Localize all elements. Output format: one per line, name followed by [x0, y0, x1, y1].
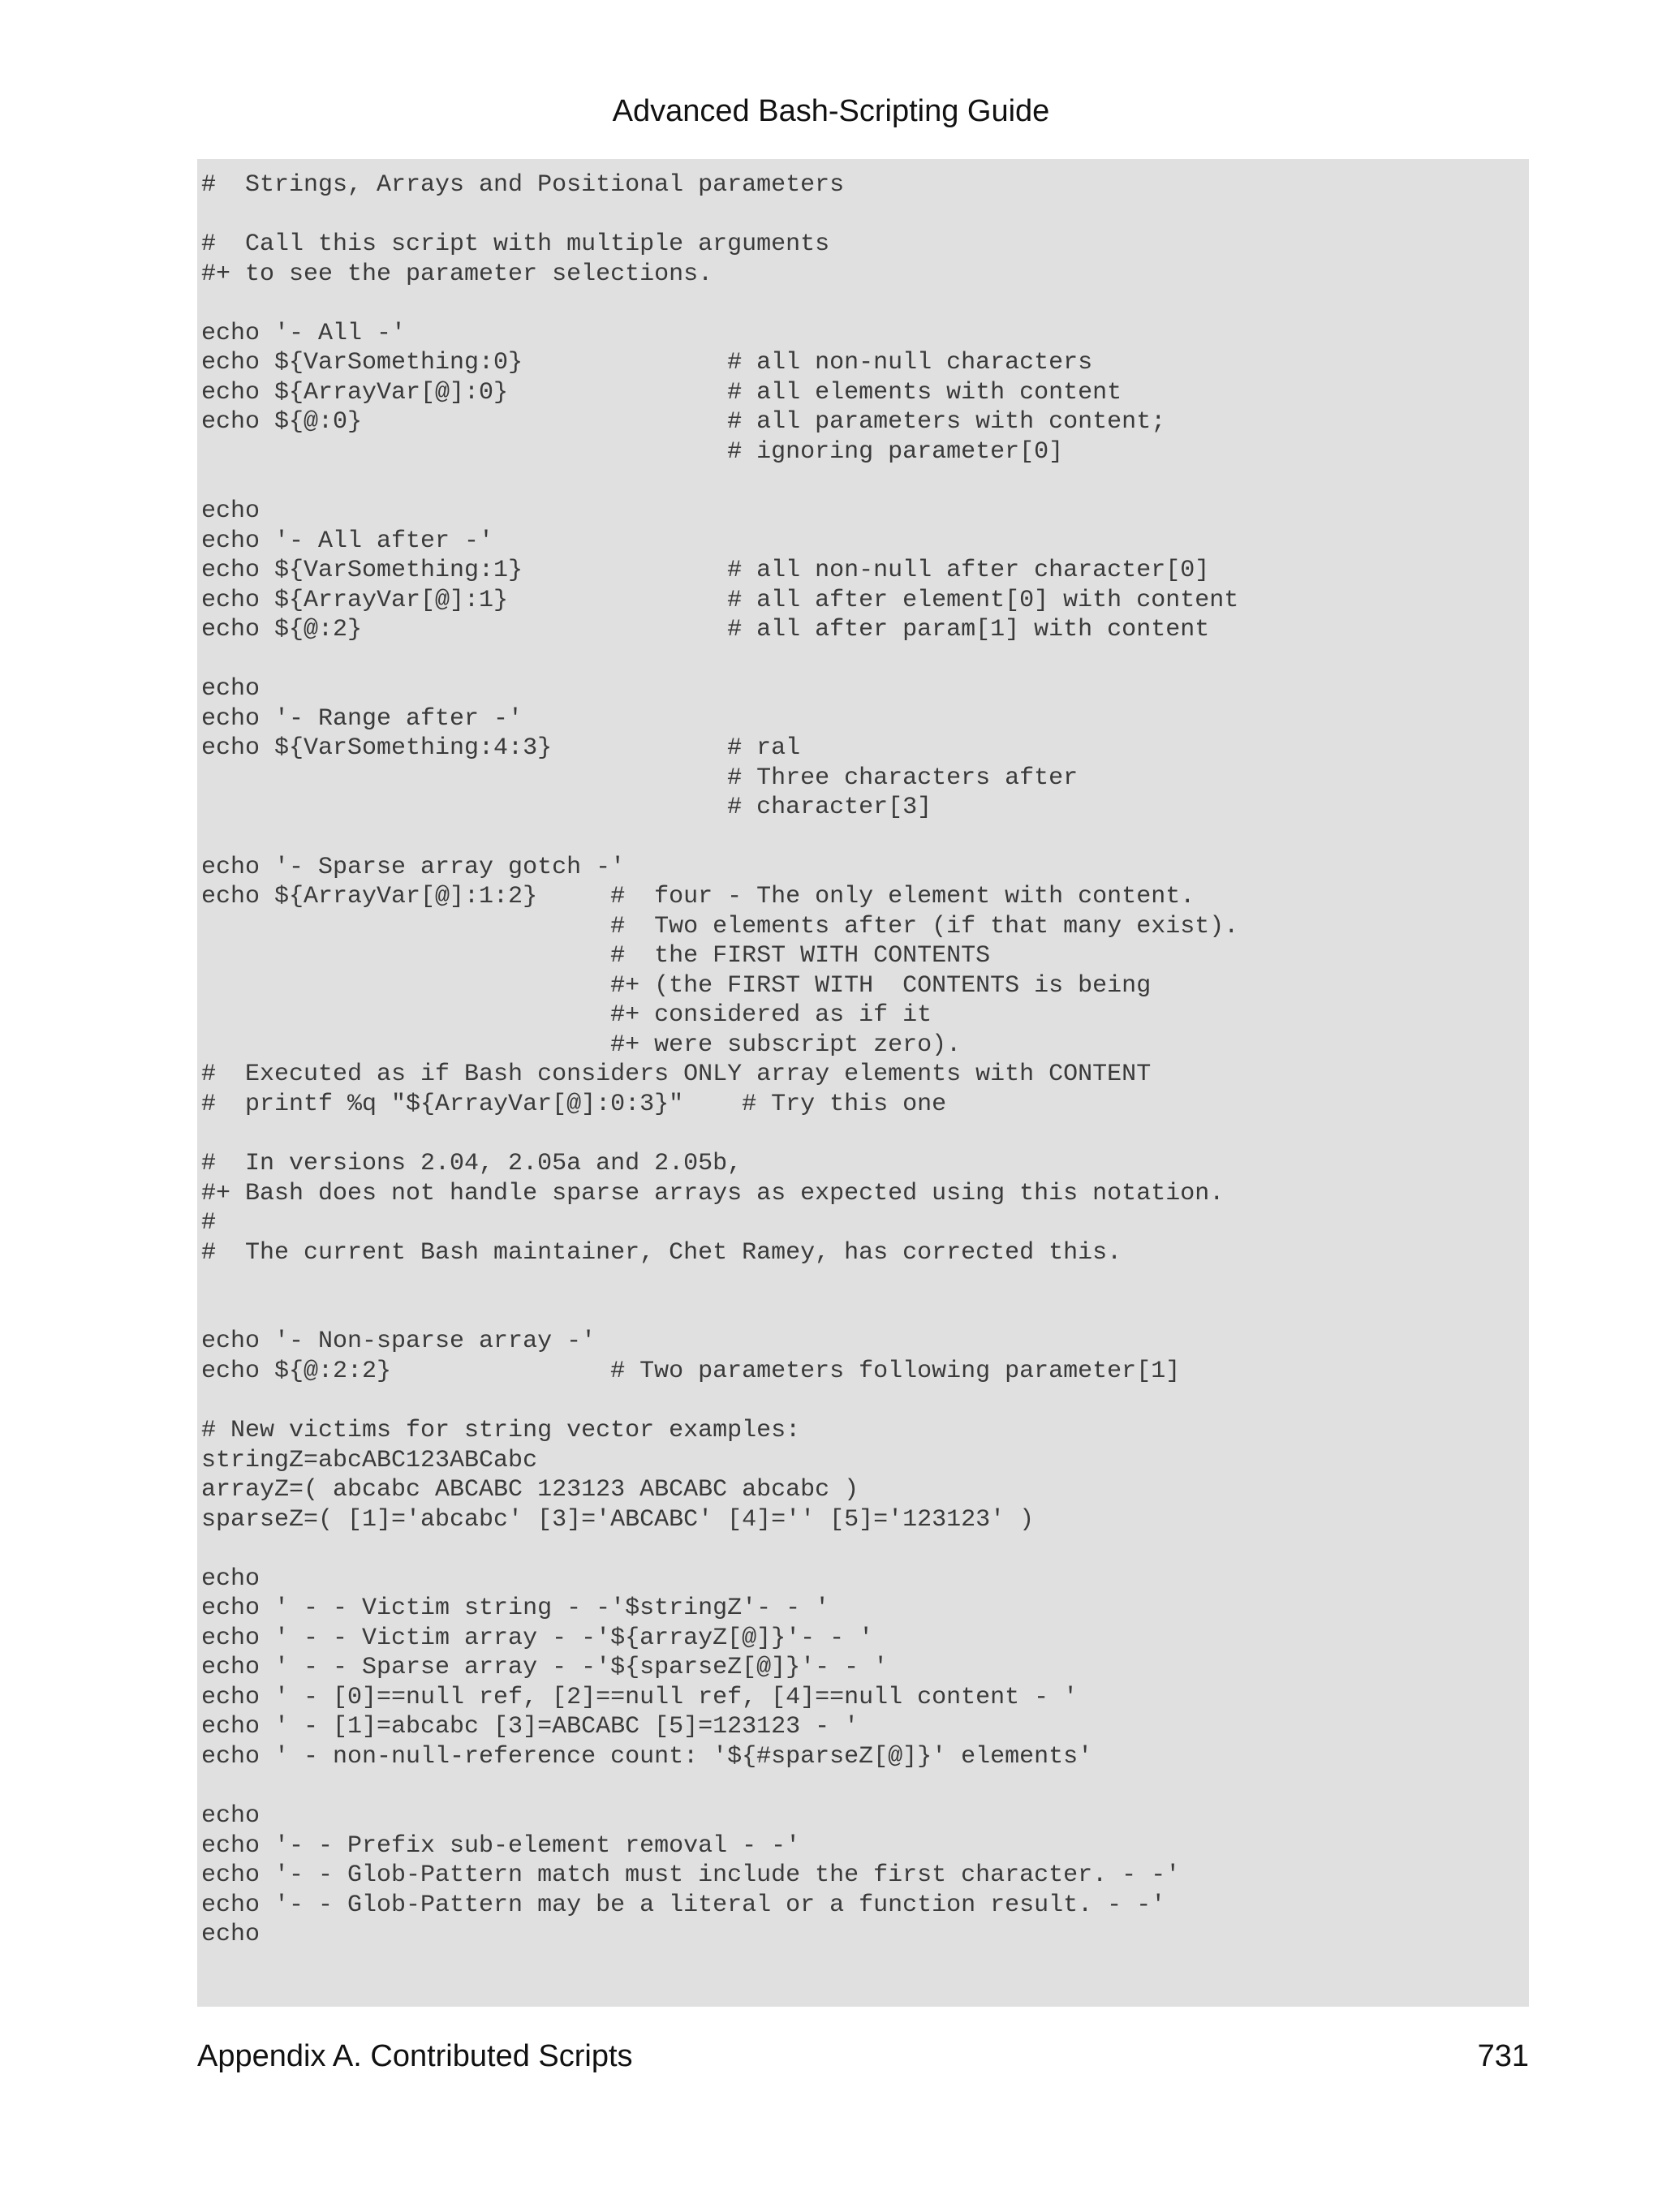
footer-page-number: 731 [1477, 2039, 1529, 2073]
code-line: echo ' - [0]==null ref, [2]==null ref, [4]==null content - ' [201, 1683, 1079, 1711]
code-line [201, 1267, 1529, 1298]
code-line: # Two elements after (if that many exist). [201, 912, 1239, 940]
code-line: # [201, 1209, 217, 1237]
code-line: echo ' - [1]=abcabc [3]=ABCABC [5]=123123 - ' [201, 1713, 859, 1741]
code-line: echo ${@:2} # all after param[1] with content [201, 616, 1210, 644]
code-line: echo ${VarSomething:1} # all non-null after character[0] [201, 557, 1210, 585]
code-line: echo ${ArrayVar[@]:0} # all elements with content [201, 378, 1122, 407]
code-line: #+ considered as if it [201, 1001, 932, 1030]
code-line: echo ${@:2:2} # Two parameters following parameter[1] [201, 1357, 1181, 1385]
code-line: sparseZ=( [1]='abcabc' [3]='ABCABC' [4]='' [5]='123123' ) [201, 1505, 1035, 1534]
code-line [201, 645, 1529, 675]
code-line: #+ (the FIRST WITH CONTENTS is being [201, 971, 1152, 1000]
code-line: # In versions 2.04, 2.05a and 2.05b, [201, 1150, 743, 1178]
code-line: echo ' - - Victim array - -'${arrayZ[@]}'- - ' [201, 1624, 874, 1652]
code-line: echo [201, 1802, 260, 1831]
code-line: arrayZ=( abcabc ABCABC 123123 ABCABC abcabc ) [201, 1476, 859, 1504]
code-line [201, 200, 1529, 230]
code-listing [197, 159, 1529, 2007]
code-line: # Three characters after [201, 764, 1079, 792]
code-line: # New victims for string vector examples: [201, 1416, 801, 1444]
code-line [201, 823, 1529, 853]
code-line: echo ${VarSomething:4:3} # ral [201, 734, 801, 763]
code-line [201, 1120, 1529, 1150]
code-line [201, 1772, 1529, 1802]
code-line: echo ' - non-null-reference count: '${#sparseZ[@]}' elements' [201, 1742, 1093, 1771]
code-line: echo ${@:0} # all parameters with content; [201, 408, 1166, 437]
code-line: # ignoring parameter[0] [201, 437, 1064, 466]
code-line: # The current Bash maintainer, Chet Ramey, has corrected this. [201, 1238, 1122, 1267]
footer-section-title: Appendix A. Contributed Scripts [197, 2039, 633, 2073]
code-line: echo [201, 1564, 260, 1593]
page-header-title: Advanced Bash-Scripting Guide [612, 94, 1050, 128]
code-line [201, 1386, 1529, 1416]
code-line: echo ${ArrayVar[@]:1:2} # four - The only element with content. [201, 883, 1195, 911]
code-line: # Executed as if Bash considers ONLY array elements with CONTENT [201, 1061, 1152, 1089]
code-line: echo ' - - Victim string - -'$stringZ'- - ' [201, 1594, 830, 1623]
code-line: echo '- Non-sparse array -' [201, 1328, 596, 1356]
code-line: echo [201, 675, 260, 704]
code-line: #+ to see the parameter selections. [201, 260, 713, 288]
code-line: echo '- All after -' [201, 527, 494, 555]
code-line: #+ Bash does not handle sparse arrays as expected using this notation. [201, 1179, 1225, 1207]
code-line: #+ were subscript zero). [201, 1031, 962, 1059]
code-line: # Call this script with multiple arguments [201, 230, 830, 259]
code-line: echo '- - Glob-Pattern match must include the first character. - -' [201, 1861, 1181, 1890]
code-line: # printf %q "${ArrayVar[@]:0:3}" # Try this one [201, 1090, 947, 1118]
code-line: echo '- - Glob-Pattern may be a literal or a function result. - -' [201, 1891, 1166, 1919]
code-line: # character[3] [201, 794, 932, 822]
code-line: stringZ=abcABC123ABCabc [201, 1446, 538, 1474]
code-line: # Strings, Arrays and Positional parameters [201, 171, 845, 199]
code-line: # the FIRST WITH CONTENTS [201, 942, 991, 970]
code-line [201, 289, 1529, 319]
code-line: echo ${ArrayVar[@]:1} # all after element[0] with content [201, 586, 1239, 614]
code-line: echo '- - Prefix sub-element removal - -' [201, 1831, 801, 1860]
code-line: echo '- All -' [201, 319, 407, 347]
code-line: echo ${VarSomething:0} # all non-null characters [201, 349, 1093, 377]
code-line [201, 1534, 1529, 1564]
code-line [201, 467, 1529, 497]
code-line: echo '- Range after -' [201, 704, 523, 733]
code-line: echo ' - - Sparse array - -'${sparseZ[@]}'- - ' [201, 1654, 889, 1682]
code-line: echo [201, 1921, 260, 1949]
code-line [201, 1298, 1529, 1328]
code-line: echo '- Sparse array gotch -' [201, 853, 626, 881]
code-line: echo [201, 497, 260, 526]
